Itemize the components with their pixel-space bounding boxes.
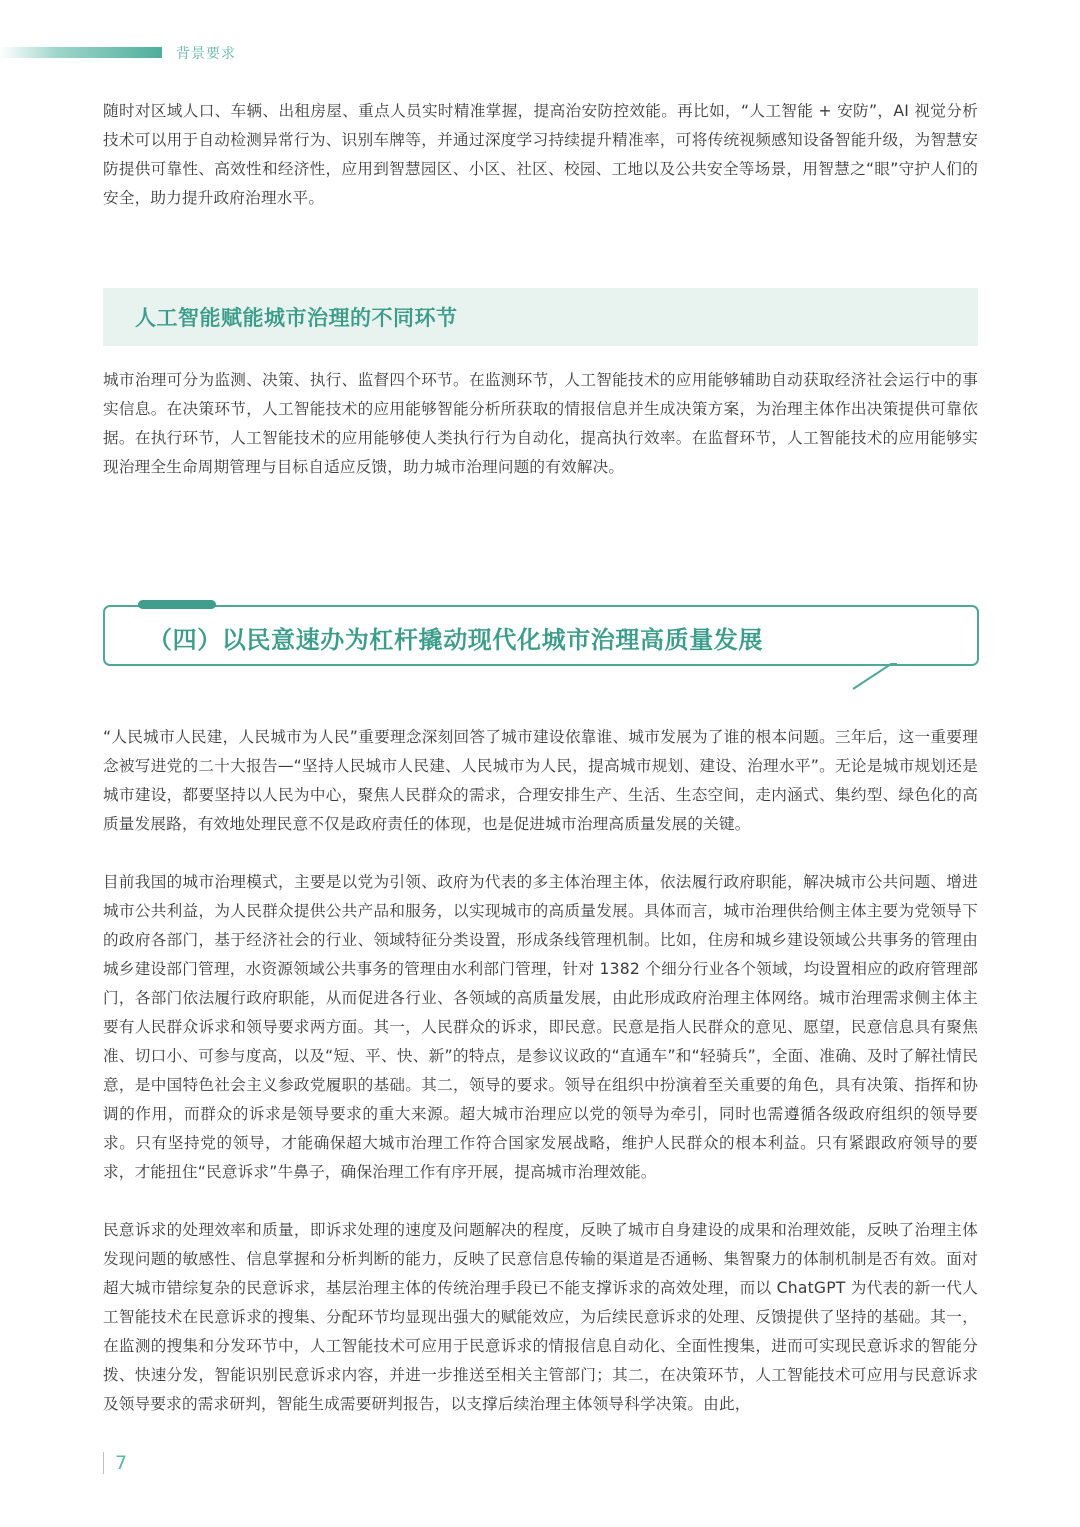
header-accent-bar <box>0 47 162 58</box>
speech-tail-icon <box>850 660 900 692</box>
section-title: （四）以民意速办为杠杆撬动现代化城市治理高质量发展 <box>148 626 763 654</box>
intro-paragraph: 随时对区域人口、车辆、出租房屋、重点人员实时精准掌握，提高治安防控效能。再比如，“人工智能 + 安防”，AI 视觉分析技术可以用于自动检测异常行为、识别车牌等，并通过深度学习持续提升精准率，可将传统视频感知设备智能升级，为智慧安防提供可靠性、高效性和经济性，应用到智慧园区、小区、社区、校园、工地以及公共安全等场景，用智慧之“眼”守护人们的安全，助力提升政府治理水平。 <box>103 102 978 207</box>
section-paragraph-1: “人民城市人民建，人民城市为人民”重要理念深刻回答了城市建设依靠谁、城市发展为了谁的根本问题。三年后，这一重要理念被写进党的二十大报告—“坚持人民城市人民建、人民城市为人民，提高城市规划、建设、治理水平”。无论是城市规划还是城市建设，都要坚持以人民为中心，聚焦人民群众的需求，合理安排生产、生活、生态空间，走内涵式、集约型、绿色化的高质量发展路，有效地处理民意不仅是政府责任的体现，也是促进城市治理高质量发展的关键。 <box>103 728 978 833</box>
subsection-title-box <box>103 288 978 346</box>
page-number-divider <box>103 1452 104 1474</box>
section-title-tab <box>138 600 216 609</box>
page-number: 7 <box>115 1452 128 1474</box>
subsection-paragraph: 城市治理可分为监测、决策、执行、监督四个环节。在监测环节，人工智能技术的应用能够辅助自动获取经济社会运行中的事实信息。在决策环节，人工智能技术的应用能够智能分析所获取的情报信息并生成决策方案，为治理主体作出决策提供可靠依据。在执行环节，人工智能技术的应用能够使人类执行行为自动化，提高执行效率。在监督环节，人工智能技术的应用能够实现治理全生命周期管理与目标自适应反馈，助力城市治理问题的有效解决。 <box>103 371 978 476</box>
section-paragraph-2: 目前我国的城市治理模式，主要是以党为引领、政府为代表的多主体治理主体，依法履行政府职能，解决城市公共问题、增进城市公共利益，为人民群众提供公共产品和服务，以实现城市的高质量发展。具体而言，城市治理供给侧主体主要为党领导下的政府各部门，基于经济社会的行业、领域特征分类设置，形成条线管理机制。比如，住房和城乡建设领域公共事务的管理由城乡建设部门管理，水资源领域公共事务的管理由水利部门管理，针对 1382 个细分行业各个领域，均设置相应的政府管理部门，各部门依法履行政府职能，从而促进各行业、各领域的高质量发展，由此形成政府治理主体网络。城市治理需求侧主体主要有人民群众诉求和领导要求两方面。其一，人民群众的诉求，即民意。民意是指人民群众的意见、愿望，民意信息具有聚焦准、切口小、可参与度高，以及“短、平、快、新”的特点，是参议议政的“直通车”和“轻骑兵”，全面、准确、及时了解社情民意，是中国特色社会主义参政党履职的基础。其二，领导的要求。领导在组织中扮演着至关重要的角色，具有决策、指挥和协调的作用，而群众的诉求是领导要求的重大来源。超大城市治理应以党的领导为牵引，同时也需遵循各级政府组织的领导要求。只有坚持党的领导，才能确保超大城市治理工作符合国家发展战略，维护人民群众的根本利益。只有紧跟政府领导的要求，才能扭住“民意诉求”牛鼻子，确保治理工作有序开展，提高城市治理效能。 <box>103 873 978 1181</box>
running-header: 背景要求 <box>176 46 236 62</box>
section-paragraph-3: 民意诉求的处理效率和质量，即诉求处理的速度及问题解决的程度，反映了城市自身建设的成果和治理效能，反映了治理主体发现问题的敏感性、信息掌握和分析判断的能力，反映了民意信息传输的渠道是否通畅、集智聚力的体制机制是否有效。面对超大城市错综复杂的民意诉求，基层治理主体的传统治理手段已不能支撑诉求的高效处理，而以 ChatGPT 为代表的新一代人工智能技术在民意诉求的搜集、分配环节均显现出强大的赋能效应，为后续民意诉求的处理、反馈提供了坚持的基础。其一，在监测的搜集和分发环节中，人工智能技术可应用于民意诉求的情报信息自动化、全面性搜集，进而可实现民意诉求的智能分拨、快速分发，智能识别民意诉求内容，并进一步推送至相关主管部门；其二，在决策环节，人工智能技术可应用与民意诉求及领导要求的需求研判，智能生成需要研判报告，以支撑后续治理主体领导科学决策。由此， <box>103 1221 978 1413</box>
subsection-title: 人工智能赋能城市治理的不同环节 <box>135 306 458 330</box>
